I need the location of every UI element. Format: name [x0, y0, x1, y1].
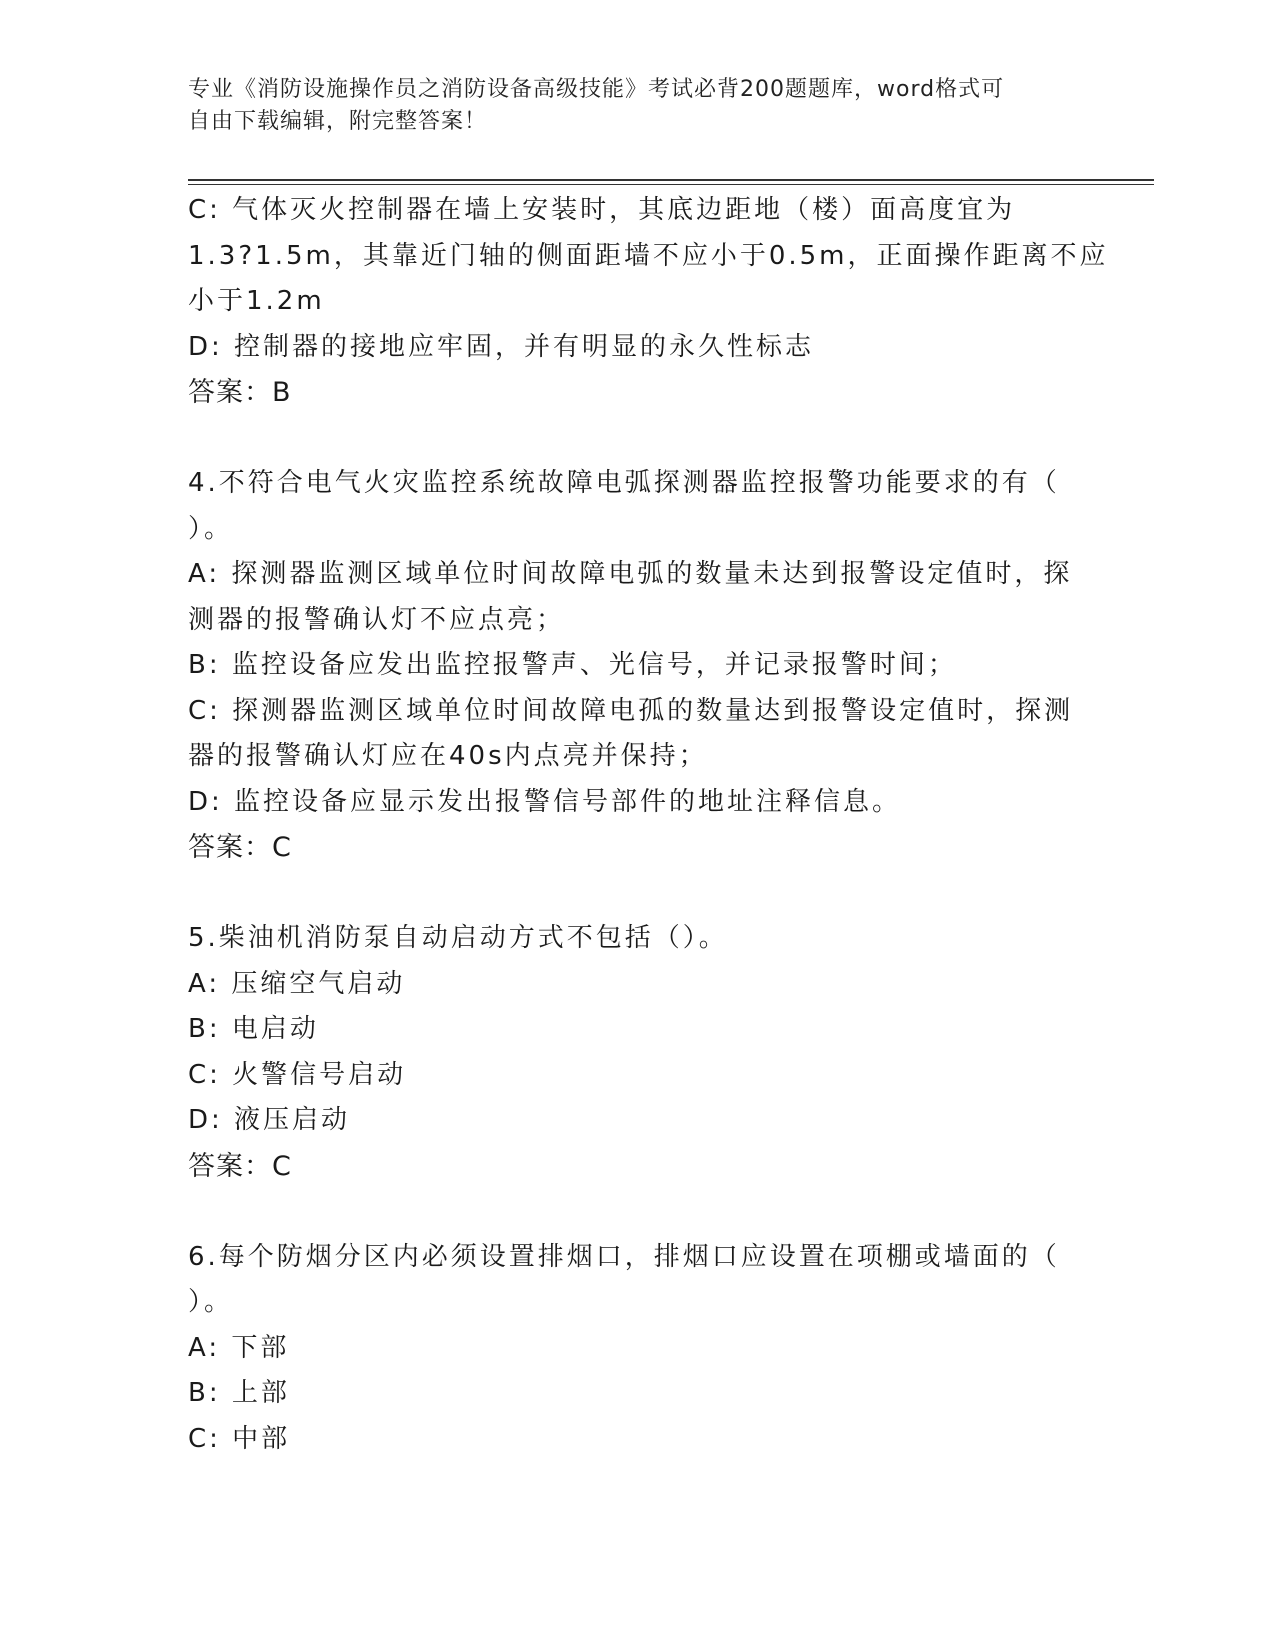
option-b: B: 上部 — [188, 1378, 290, 1408]
option-a: A: 下部 — [188, 1332, 290, 1363]
option-c — [188, 689, 1088, 780]
answer-label: 答案：C — [188, 1150, 292, 1182]
header-divider-thick — [188, 179, 1154, 181]
question-stem: 5.柴油机消防泵自动启动方式不包括（）。 — [188, 923, 728, 953]
option-text-line: 1.3?1.5m，其靠近门轴的侧面距墙不应小于0.5m，正面操作距离不应 — [188, 240, 1109, 271]
spacer — [188, 416, 1088, 462]
stem-line: 6.每个防烟分区内必须设置排烟口，排烟口应设置在项棚或墙面的（ — [188, 1241, 1060, 1272]
option-a: A: 压缩空气启动 — [188, 968, 406, 999]
question-stem — [188, 461, 1088, 552]
option-c: C: 火警信号启动 — [188, 1059, 407, 1090]
option-text-line: C: 气体灭火控制器在墙上安装时，其底边距地（楼）面高度宜为 — [188, 195, 1016, 225]
question-6 — [188, 1235, 1088, 1463]
header-line-2: 自由下载编辑，附完整答案！ — [188, 109, 488, 134]
question-5 — [188, 916, 1088, 1189]
header-divider-thin — [188, 184, 1154, 185]
option-text-line: C: 探测器监测区域单位时间故障电孤的数量达到报警设定值时，探测 — [188, 695, 1074, 726]
question-stem — [188, 1235, 1088, 1326]
document-header — [188, 74, 1078, 138]
spacer — [188, 1189, 1088, 1235]
option-b: B: 监控设备应发出监控报警声、光信号，并记录报警时间； — [188, 650, 957, 680]
stem-line: 4.不符合电气火灾监控系统故障电弧探测器监控报警功能要求的有（ — [188, 468, 1060, 498]
answer-label: 答案：C — [188, 832, 292, 863]
stem-line: ）。 — [188, 1287, 234, 1317]
option-d: D: 液压启动 — [188, 1105, 351, 1135]
option-b: B: 电启动 — [188, 1014, 319, 1044]
header-line-1: 专业《消防设施操作员之消防设备高级技能》考试必背200题题库，word格式可 — [188, 77, 1005, 102]
option-c — [188, 188, 1109, 325]
question-3-tail — [188, 188, 1109, 416]
option-text-line: A: 探测器监测区域单位时间故障电弧的数量未达到报警设定值时，探 — [188, 559, 1073, 589]
option-text-line: 测器的报警确认灯不应点亮； — [188, 604, 566, 635]
option-c: C: 中部 — [188, 1423, 291, 1454]
option-text-line: 小于1.2m — [188, 286, 325, 316]
stem-line: ）。 — [188, 513, 234, 544]
option-a — [188, 552, 1088, 643]
option-text-line: 器的报警确认灯应在40s内点亮并保持； — [188, 741, 708, 771]
question-list — [188, 188, 1109, 1462]
option-d: D: 控制器的接地应牢固，并有明显的永久性标志 — [188, 331, 815, 362]
question-4 — [188, 461, 1088, 871]
option-d: D: 监控设备应显示发出报警信号部件的地址注释信息。 — [188, 786, 902, 817]
answer-label: 答案：B — [188, 377, 292, 408]
spacer — [188, 871, 1088, 917]
